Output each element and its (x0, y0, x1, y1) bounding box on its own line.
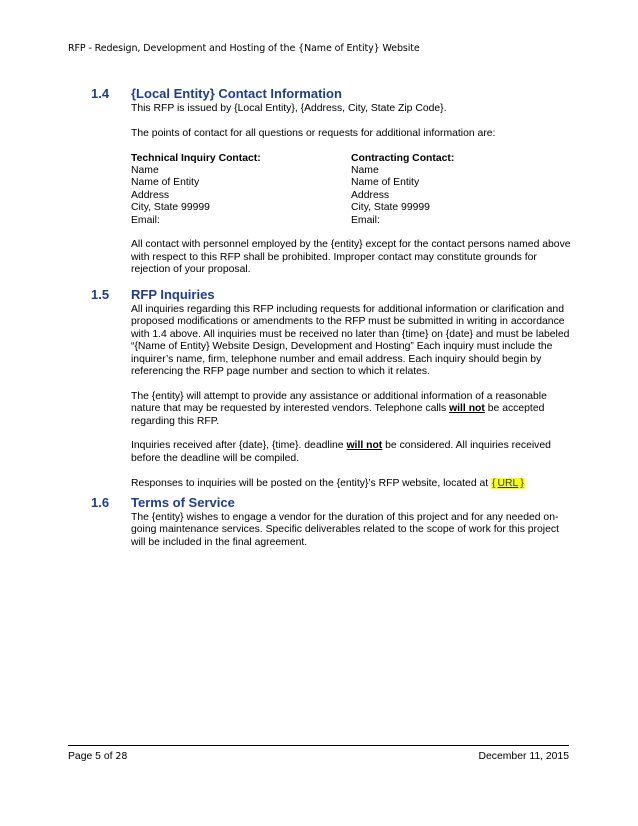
section-rfp-inquiries (91, 287, 571, 490)
text-run: Inquiries received after {date}, {time}. deadline (131, 440, 347, 452)
page-total: 28 (115, 751, 128, 762)
section-contact-information (91, 86, 571, 277)
paragraph (131, 391, 571, 428)
url-link[interactable]: URL (497, 477, 519, 489)
contact-email: Email: (131, 214, 160, 226)
section-body (131, 304, 571, 490)
section-number: 1.4 (91, 86, 110, 101)
text-run: The {entity} will attempt to provide any assistance or additional information of a reasonable nature that may be requested by interested vendors. Telephone calls (131, 390, 547, 415)
footer-date: December 11, 2015 (478, 751, 569, 762)
contact-city: City, State 99999 (351, 202, 430, 214)
paragraph (131, 440, 571, 465)
section-body (131, 103, 571, 277)
section-number: 1.6 (91, 495, 110, 510)
contacts-block (131, 153, 571, 227)
footer-divider (68, 745, 569, 746)
section-title: Terms of Service (131, 495, 235, 510)
contracting-contact-heading: Contracting Contact: (351, 152, 455, 164)
paragraph (131, 478, 571, 490)
brace-open: { (492, 477, 496, 489)
section-title: RFP Inquiries (131, 287, 215, 302)
section-title: {Local Entity} Contact Information (131, 86, 342, 101)
url-placeholder[interactable] (491, 478, 525, 489)
text-run: Responses to inquiries will be posted on the {entity}’s RFP website, located at (131, 477, 492, 489)
section-terms-of-service (91, 495, 571, 549)
footer-page-number (68, 751, 127, 762)
paragraph: All contact with personnel employed by the {entity} except for the contact persons named above with respect to this RFP shall be prohibited. Improper contact may constitute grounds for rejection of your proposal. (131, 239, 571, 276)
page-label: Page 5 of (68, 751, 116, 762)
text-run: be considered. All inquiries received before the deadline will be compiled. (131, 440, 551, 464)
contact-email: Email: (351, 214, 380, 226)
paragraph: This RFP is issued by {Local Entity}, {Address, City, State Zip Code}. (131, 103, 447, 114)
running-header: RFP - Redesign, Development and Hosting of the {Name of Entity} Website (68, 43, 420, 54)
contact-entity: Name of Entity (131, 177, 200, 189)
paragraph: All inquiries regarding this RFP including requests for additional information or clarification and proposed modifications or amendments to the RFP must be submitted in writing in accordance with 1.4 above. All inquiries must be received no later than {time} on {date} and must be labeled “{Name of Entity} Website Design, Development and Hosting” Each inquiry must include the inquirer’s name, firm, telephone number and email address. Each inquiry should begin by referencing the RFP page number and section to which it relates. (131, 304, 570, 378)
section-heading (91, 86, 571, 103)
section-body (131, 512, 571, 549)
contact-city: City, State 99999 (131, 202, 210, 214)
contact-address: Address (351, 189, 390, 201)
contracting-contact (351, 153, 571, 227)
paragraph: The points of contact for all questions or requests for additional information are: (131, 127, 496, 139)
emphasis-will-not: will not (346, 440, 383, 452)
technical-contact-heading: Technical Inquiry Contact: (131, 152, 261, 164)
contact-entity: Name of Entity (351, 177, 420, 189)
contact-name: Name (131, 165, 159, 176)
text-run: be accepted regarding this RFP. (131, 403, 545, 427)
emphasis-will-not: will not (449, 403, 485, 415)
contact-name: Name (351, 165, 379, 176)
section-number: 1.5 (91, 287, 110, 302)
contact-address: Address (131, 189, 170, 201)
technical-contact (131, 153, 351, 227)
section-heading (91, 287, 571, 304)
paragraph: The {entity} wishes to engage a vendor for the duration of this project and for any needed on-going maintenance services. Specific deliverables related to the scope of work for this project will be included in the final agreement. (131, 512, 559, 548)
brace-close: } (520, 477, 524, 489)
section-heading (91, 495, 571, 512)
